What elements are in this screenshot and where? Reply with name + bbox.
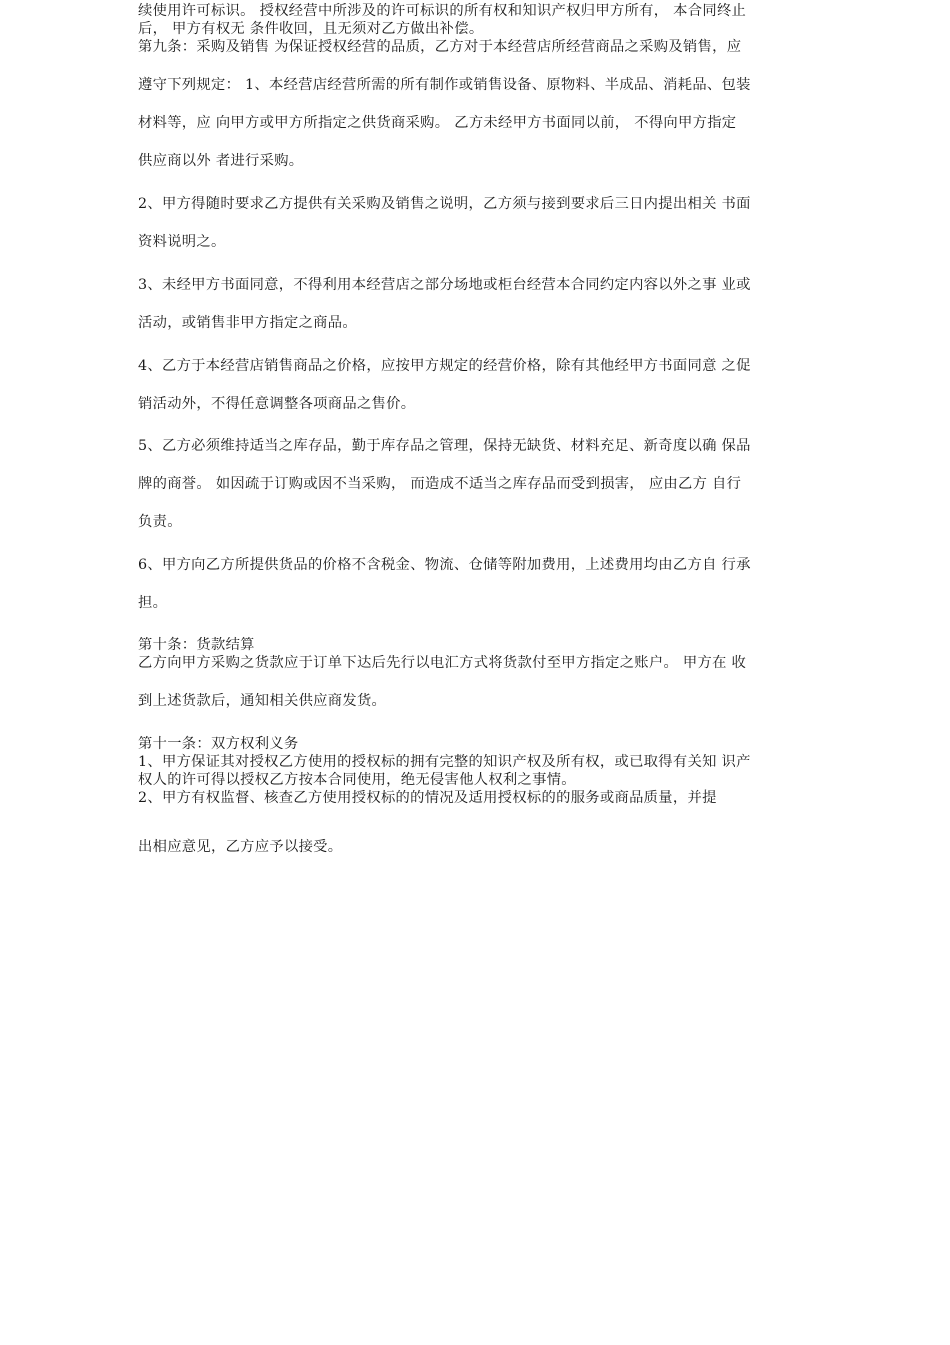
text-line: 担。 <box>138 595 168 611</box>
text-line: 资料说明之。 <box>138 234 226 250</box>
text-line: 权人的许可得以授权乙方按本合同使用，绝无侵害他人权利之事情。 <box>138 772 576 788</box>
text-line: 活动，或销售非甲方指定之商品。 <box>138 315 357 331</box>
text-line: 续使用许可标识。 授权经营中所涉及的许可标识的所有权和知识产权归甲方所有， 本合同终止 <box>138 3 747 19</box>
text-line: 3、未经甲方书面同意，不得利用本经营店之部分场地或柜台经营本合同约定内容以外之事 业或 <box>138 277 751 293</box>
text-line: 销活动外，不得任意调整各项商品之售价。 <box>138 396 416 412</box>
text-line: 6、甲方向乙方所提供货品的价格不含税金、物流、仓储等附加费用，上述费用均由乙方自 行承 <box>138 557 751 573</box>
text-line: 供应商以外 者进行采购。 <box>138 153 304 169</box>
section-heading-11: 第十一条：双方权利义务 <box>138 736 299 752</box>
text-line: 1、甲方保证其对授权乙方使用的授权标的拥有完整的知识产权及所有权，或已取得有关知 识产 <box>138 754 751 770</box>
text-line: 后， 甲方有权无 条件收回，且无须对乙方做出补偿。 <box>138 21 484 37</box>
section-heading-9: 第九条：采购及销售 为保证授权经营的品质，乙方对于本经营店所经营商品之采购及销售，应 <box>138 39 742 55</box>
text-line: 5、乙方必须维持适当之库存品，勤于库存品之管理，保持无缺货、材料充足、新奇度以确 保品 <box>138 438 751 454</box>
text-line: 出相应意见，乙方应予以接受。 <box>138 839 343 855</box>
text-line: 负责。 <box>138 514 182 530</box>
text-line: 4、乙方于本经营店销售商品之价格，应按甲方规定的经营价格，除有其他经甲方书面同意 之促 <box>138 358 751 374</box>
text-line: 乙方向甲方采购之货款应于订单下达后先行以电汇方式将货款付至甲方指定之账户。 甲方在 收 <box>138 655 747 671</box>
text-line: 2、甲方有权监督、核查乙方使用授权标的的情况及适用授权标的的服务或商品质量，并提 <box>138 790 717 806</box>
text-line: 遵守下列规定： 1、本经营店经营所需的所有制作或销售设备、原物料、半成品、消耗品、包装 <box>138 77 751 93</box>
text-line: 牌的商誉。 如因疏于订购或因不当采购， 而造成不适当之库存品而受到损害， 应由乙方 自行 <box>138 476 742 492</box>
text-line: 2、甲方得随时要求乙方提供有关采购及销售之说明，乙方须与接到要求后三日内提出相关 书面 <box>138 196 751 212</box>
text-line: 材料等，应 向甲方或甲方所指定之供货商采购。 乙方未经甲方书面同以前， 不得向甲方指定 <box>138 115 737 131</box>
text-line: 到上述货款后，通知相关供应商发货。 <box>138 693 387 709</box>
section-heading-10: 第十条：货款结算 <box>138 637 255 653</box>
